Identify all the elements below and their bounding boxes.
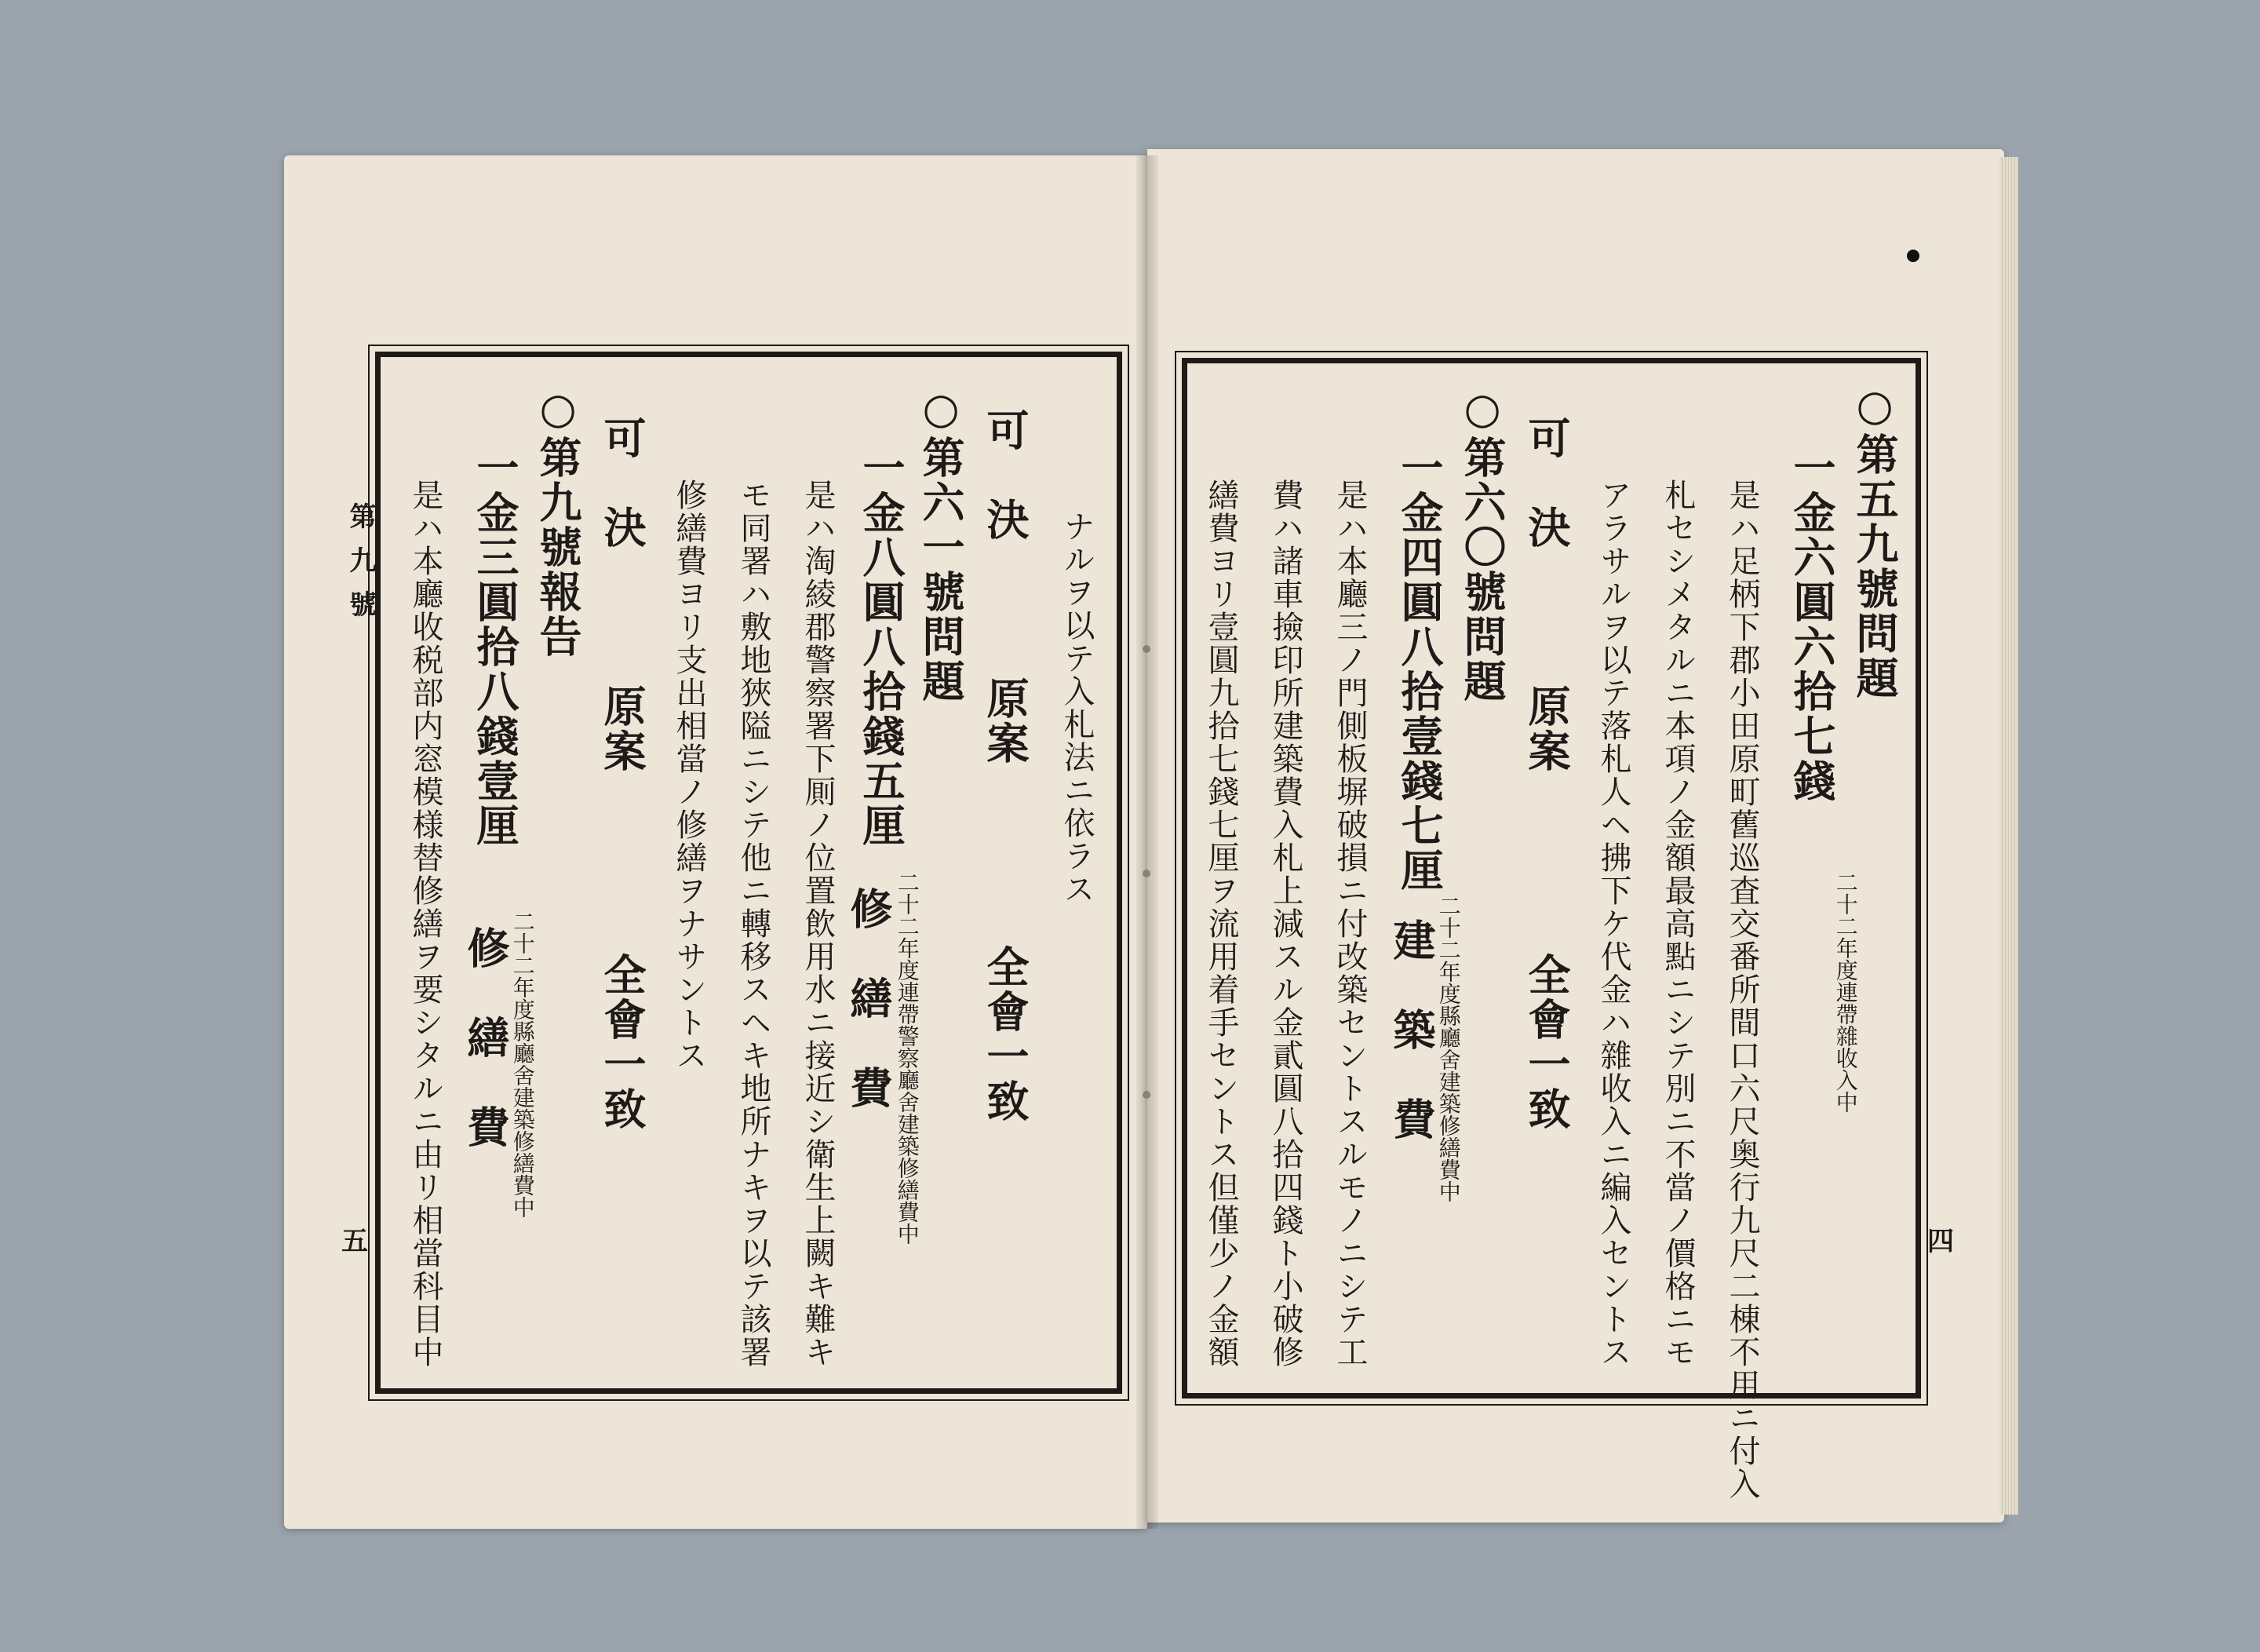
margin-note: 二十二年度縣廳舍建築修繕費中	[509, 910, 536, 1218]
folio-right: 四	[1927, 1226, 1954, 1257]
text-column: 繕費ヨリ壹圓九拾七錢七厘ヲ流用着手セントス但僅少ノ金額	[1203, 479, 1239, 1369]
text-column: ナルヲ以テ入札法ニ依ラス	[1059, 510, 1095, 906]
text-column: 費ハ諸車撿印所建築費入札上減スル金貳圓八拾四錢ト小破修	[1267, 479, 1303, 1369]
text-column: 是ハ足柄下郡小田原町舊巡査交番所間口六尺奥行九尺二棟不用ニ付入	[1724, 479, 1760, 1501]
folio-left: 五	[341, 1226, 368, 1257]
item-heading: ○第六〇號問題	[1457, 383, 1507, 704]
amount-line: 一金三圓拾八錢壹厘	[470, 446, 520, 848]
text-column: 是ハ淘綾郡警察署下厠ノ位置飲用水ニ接近シ衛生上闕キ難キ	[800, 479, 836, 1369]
running-head: 第九號	[344, 502, 376, 634]
note-label: 建 築 費	[1387, 918, 1437, 1142]
binding-stitch	[1143, 870, 1150, 877]
margin-note: 二十二年度連帶警察廳舍建築修繕費中	[894, 871, 920, 1245]
binding-stitch	[1143, 645, 1150, 653]
book-gutter	[1136, 155, 1158, 1529]
page-edges	[1999, 157, 2018, 1515]
amount-line: 一金六圓六拾七錢	[1787, 446, 1837, 804]
item-heading: ○第九號報告	[533, 383, 583, 659]
text-column: アラサルヲ以テ落札人ヘ拂下ケ代金ハ雜收入ニ編入セントス	[1595, 479, 1631, 1369]
text-column: 是ハ本廳三ノ門側板塀破損ニ付改築セントスルモノニシテ工	[1332, 479, 1368, 1369]
text-column: 是ハ本廳收税部内窓模様替修繕ヲ要シタルニ由リ相當科目中	[407, 479, 443, 1369]
margin-note: 二十二年度縣廳舍建築修繕費中	[1435, 895, 1462, 1202]
item-heading: ○第六一號問題	[916, 383, 966, 704]
text-column: 可 決 原案 全會一致	[980, 408, 1030, 1124]
text-column: モ同署ハ敷地狹隘ニシテ他ニ轉移スヘキ地所ナキヲ以テ該署	[735, 479, 771, 1369]
text-column: 札セシメタルニ本項ノ金額最高點ニシテ別ニ不當ノ價格ニモ	[1660, 479, 1696, 1369]
text-column: 可 決 原案 全會一致	[1522, 416, 1572, 1132]
item-heading: ○第五九號問題	[1850, 380, 1900, 701]
note-label: 修 繕 費	[461, 926, 511, 1150]
margin-note: 二十二年度連帶雜收入中	[1832, 871, 1859, 1113]
amount-line: 一金八圓八拾錢五厘	[856, 446, 906, 848]
text-column: 修繕費ヨリ支出相當ノ修繕ヲナサントス	[671, 479, 707, 1072]
binding-stitch	[1143, 1091, 1150, 1099]
note-label: 修 繕 費	[844, 887, 894, 1110]
page-mark	[1907, 250, 1919, 262]
amount-line: 一金四圓八拾壹錢七厘	[1394, 446, 1445, 893]
text-column: 可 決 原案 全會一致	[597, 416, 647, 1132]
